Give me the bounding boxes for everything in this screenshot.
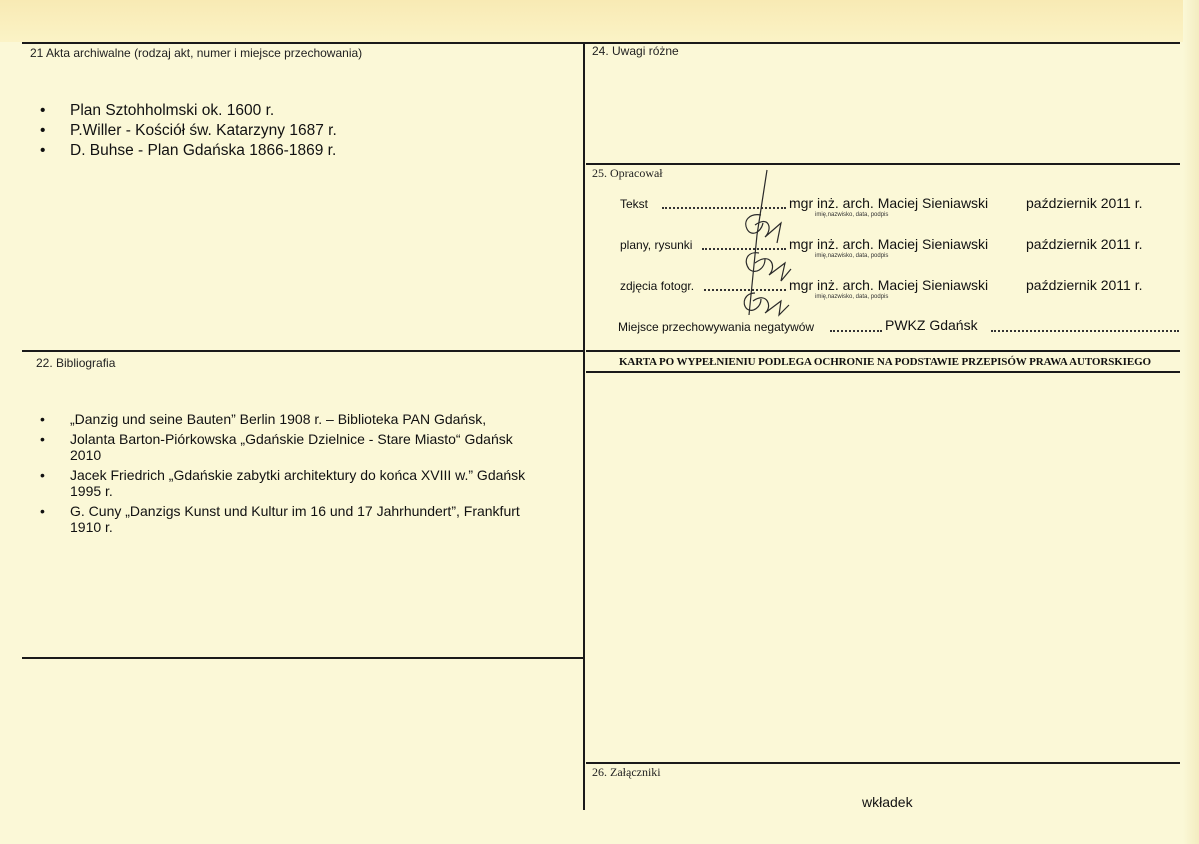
author-date: październik 2011 r. bbox=[1026, 195, 1143, 211]
author-name: mgr inż. arch. Maciej Sieniawski bbox=[789, 236, 989, 252]
divider-22-bottom bbox=[22, 657, 584, 659]
author-date: październik 2011 r. bbox=[1026, 277, 1143, 293]
page-top-band bbox=[0, 0, 1199, 42]
row-label: plany, rysunki bbox=[620, 238, 693, 252]
list-item: • G. Cuny „Danzigs Kunst und Kultur im 16 und 17 Jahrhundert”, Frankfurt 1910 r. bbox=[30, 503, 540, 536]
section25-title: 25. Opracował bbox=[592, 166, 663, 180]
list-item: • Jolanta Barton-Piórkowska „Gdańskie Dzielnice - Stare Miasto“ Gdańsk 2010 bbox=[30, 431, 530, 464]
row-label: zdjęcia fotogr. bbox=[620, 279, 695, 293]
vertical-divider bbox=[583, 42, 585, 810]
field-caption: imię,nazwisko, data, podpis bbox=[815, 294, 889, 300]
attachments-value: wkładek bbox=[862, 794, 913, 810]
negatives-value: PWKZ Gdańsk bbox=[885, 317, 978, 333]
page-edge-shadow bbox=[1183, 0, 1199, 844]
section26-title: 26. Załączniki bbox=[592, 765, 661, 779]
dotted-fill bbox=[991, 322, 1179, 332]
dotted-fill bbox=[830, 322, 882, 332]
section21-title: 21 Akta archiwalne (rodzaj akt, numer i miejsce przechowania) bbox=[30, 46, 363, 60]
list-item: • D. Buhse - Plan Gdańska 1866-1869 r. bbox=[30, 141, 337, 161]
divider-notice-bottom bbox=[586, 371, 1180, 373]
list-item: • Plan Sztohholmski ok. 1600 r. bbox=[30, 101, 337, 121]
field-caption: imię,nazwisko, data, podpis bbox=[815, 253, 889, 259]
author-name: mgr inż. arch. Maciej Sieniawski bbox=[789, 195, 989, 211]
divider-26-top bbox=[586, 762, 1180, 764]
field-caption: imię,nazwisko, data, podpis bbox=[815, 212, 889, 218]
author-date: październik 2011 r. bbox=[1026, 236, 1143, 252]
divider-21-22 bbox=[22, 350, 584, 352]
row-label: Tekst bbox=[620, 197, 649, 211]
bibliography-list bbox=[30, 411, 570, 539]
divider-25-notice bbox=[586, 350, 1180, 352]
list-item: • P.Willer - Kościół św. Katarzyny 1687 r. bbox=[30, 121, 337, 141]
copyright-notice: KARTA PO WYPEŁNIENIU PODLEGA OCHRONIE NA PODSTAWIE PRZEPISÓW PRAWA AUTORSKIEGO bbox=[618, 356, 1152, 368]
handwritten-signature bbox=[725, 165, 815, 325]
author-name: mgr inż. arch. Maciej Sieniawski bbox=[789, 277, 989, 293]
list-item: • „Danzig und seine Bauten” Berlin 1908 r. – Biblioteka PAN Gdańsk, bbox=[30, 411, 570, 428]
top-border-left bbox=[22, 42, 586, 44]
archival-records-list bbox=[30, 101, 337, 161]
section24-title: 24. Uwagi różne bbox=[592, 44, 679, 58]
list-item: • Jacek Friedrich „Gdańskie zabytki architektury do końca XVIII w.” Gdańsk 1995 r. bbox=[30, 467, 550, 500]
negatives-label: Miejsce przechowywania negatywów bbox=[618, 320, 815, 334]
divider-24-25 bbox=[586, 163, 1180, 165]
section22-title: 22. Bibliografia bbox=[36, 356, 116, 370]
